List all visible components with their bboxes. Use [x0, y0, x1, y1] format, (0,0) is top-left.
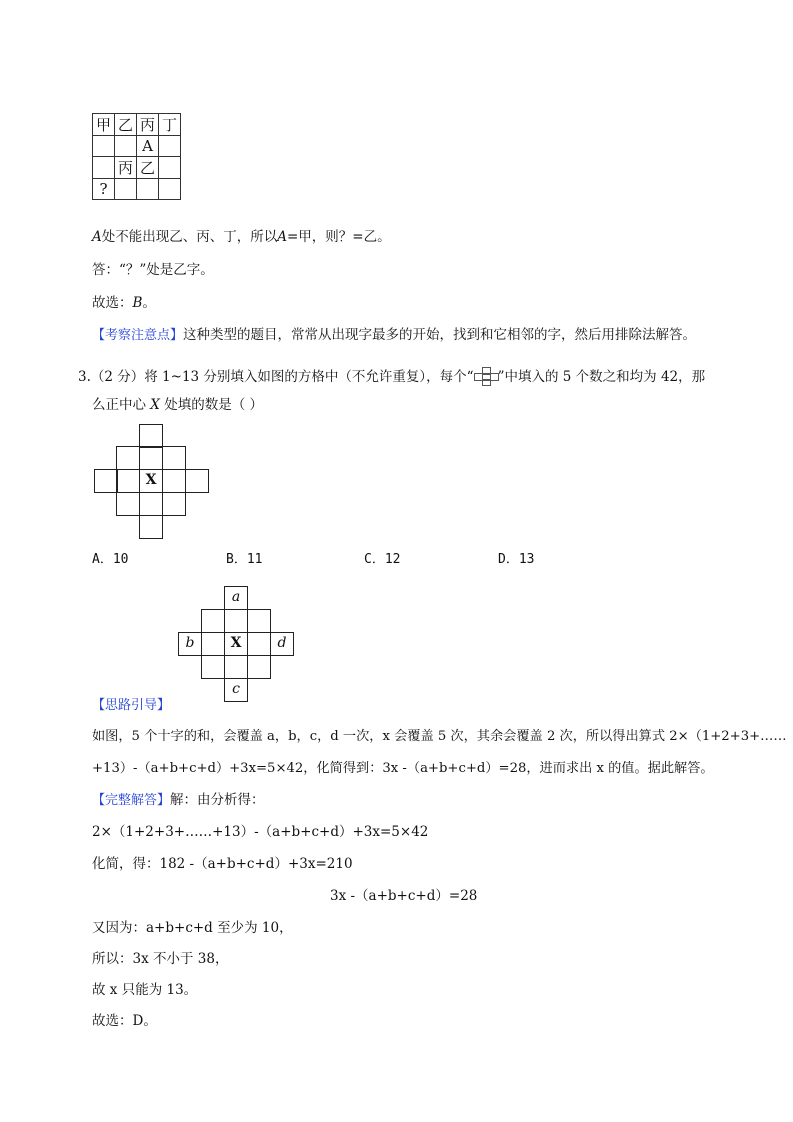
- grid-cell: [115, 179, 137, 200]
- grid-cell: A: [137, 136, 159, 157]
- grid-cell: 乙: [115, 114, 137, 136]
- answer-header: [92, 791, 265, 810]
- grid-cell: 乙: [137, 157, 159, 179]
- answer-line: 又因为：a+b+c+d 至少为 10，: [92, 920, 293, 936]
- answer-line: 所以：3x 不小于 38，: [92, 951, 229, 967]
- grid-cell: ?: [93, 179, 115, 200]
- grid-cell: [159, 179, 181, 200]
- grid-cell: [93, 136, 115, 157]
- grid-cell: 丁: [159, 114, 181, 136]
- answer-label: 【完整解答】: [92, 793, 171, 808]
- option-c: C．12: [364, 552, 401, 567]
- center-x-cell: X: [139, 469, 163, 493]
- answer-line: 答：“？”处是乙字。: [92, 262, 214, 278]
- cell-b: b: [178, 632, 202, 656]
- var-x: X: [150, 397, 160, 413]
- grid-cell: 丙: [115, 157, 137, 179]
- cell-c: c: [224, 678, 248, 702]
- question-line: [78, 367, 705, 386]
- hint-label: 【思路引导】: [92, 698, 171, 713]
- option-b: B．11: [226, 552, 263, 567]
- cell-x: X: [224, 632, 248, 656]
- equation-line: 化简，得：182 -（a+b+c+d）+3x=210: [92, 856, 353, 872]
- answer-intro: 解：由分析得：: [170, 792, 265, 808]
- var-a: A: [92, 229, 102, 245]
- grid-cell: [159, 157, 181, 179]
- tip-line: [92, 326, 696, 345]
- cell-d: d: [270, 632, 294, 656]
- cell-a: a: [224, 586, 248, 610]
- text: 3.（2 分）将 1~13 分别填入如图的方格中（不允许重复），每个“: [78, 369, 474, 385]
- grid-cell: 丙: [137, 114, 159, 136]
- answer-line: 故选：D。: [92, 1013, 157, 1029]
- option-a: A．10: [92, 552, 129, 567]
- tip-label: 【考察注意点】: [92, 328, 184, 343]
- hint-line: +13）-（a+b+c+d）+3x=5×42，化简得到：3x -（a+b+c+d）=28，进而求出 x 的值。据此解答。: [92, 761, 714, 776]
- text: 。: [142, 295, 156, 311]
- text: ”中填入的 5 个数之和均为 42，那: [497, 369, 706, 385]
- option-d: D．13: [498, 552, 535, 567]
- text: =甲，则？=乙。: [287, 229, 391, 245]
- equation-line: 2×（1+2+3+……+13）-（a+b+c+d）+3x=5×42: [92, 824, 429, 840]
- character-grid: [92, 113, 181, 200]
- choice-line: [92, 294, 156, 312]
- choice-letter: B: [132, 295, 143, 311]
- cross-icon: [474, 367, 498, 385]
- grid-cell: [159, 136, 181, 157]
- text: 么正中心: [92, 397, 151, 413]
- text: 处不能出现乙、丙、丁，所以: [101, 229, 278, 245]
- grid-cell: [115, 136, 137, 157]
- hint-line: 如图，5 个十字的和，会覆盖 a，b，c，d 一次，x 会覆盖 5 次，其余会覆盖 2 次，所以得出算式 2×（1+2+3+……: [92, 729, 787, 744]
- grid-cell: [137, 179, 159, 200]
- grid-cell: 甲: [93, 114, 115, 136]
- equation-line: 3x -（a+b+c+d）=28: [330, 888, 478, 904]
- text: 故选：: [92, 295, 133, 311]
- solution-line: [92, 228, 391, 246]
- var-a: A: [277, 229, 287, 245]
- answer-line: 故 x 只能为 13。: [92, 982, 198, 998]
- text: 处填的数是（ ）: [159, 397, 264, 413]
- grid-cell: [93, 157, 115, 179]
- tip-text: 这种类型的题目，常常从出现字最多的开始，找到和它相邻的字，然后用排除法解答。: [183, 327, 697, 343]
- question-line: [92, 396, 263, 414]
